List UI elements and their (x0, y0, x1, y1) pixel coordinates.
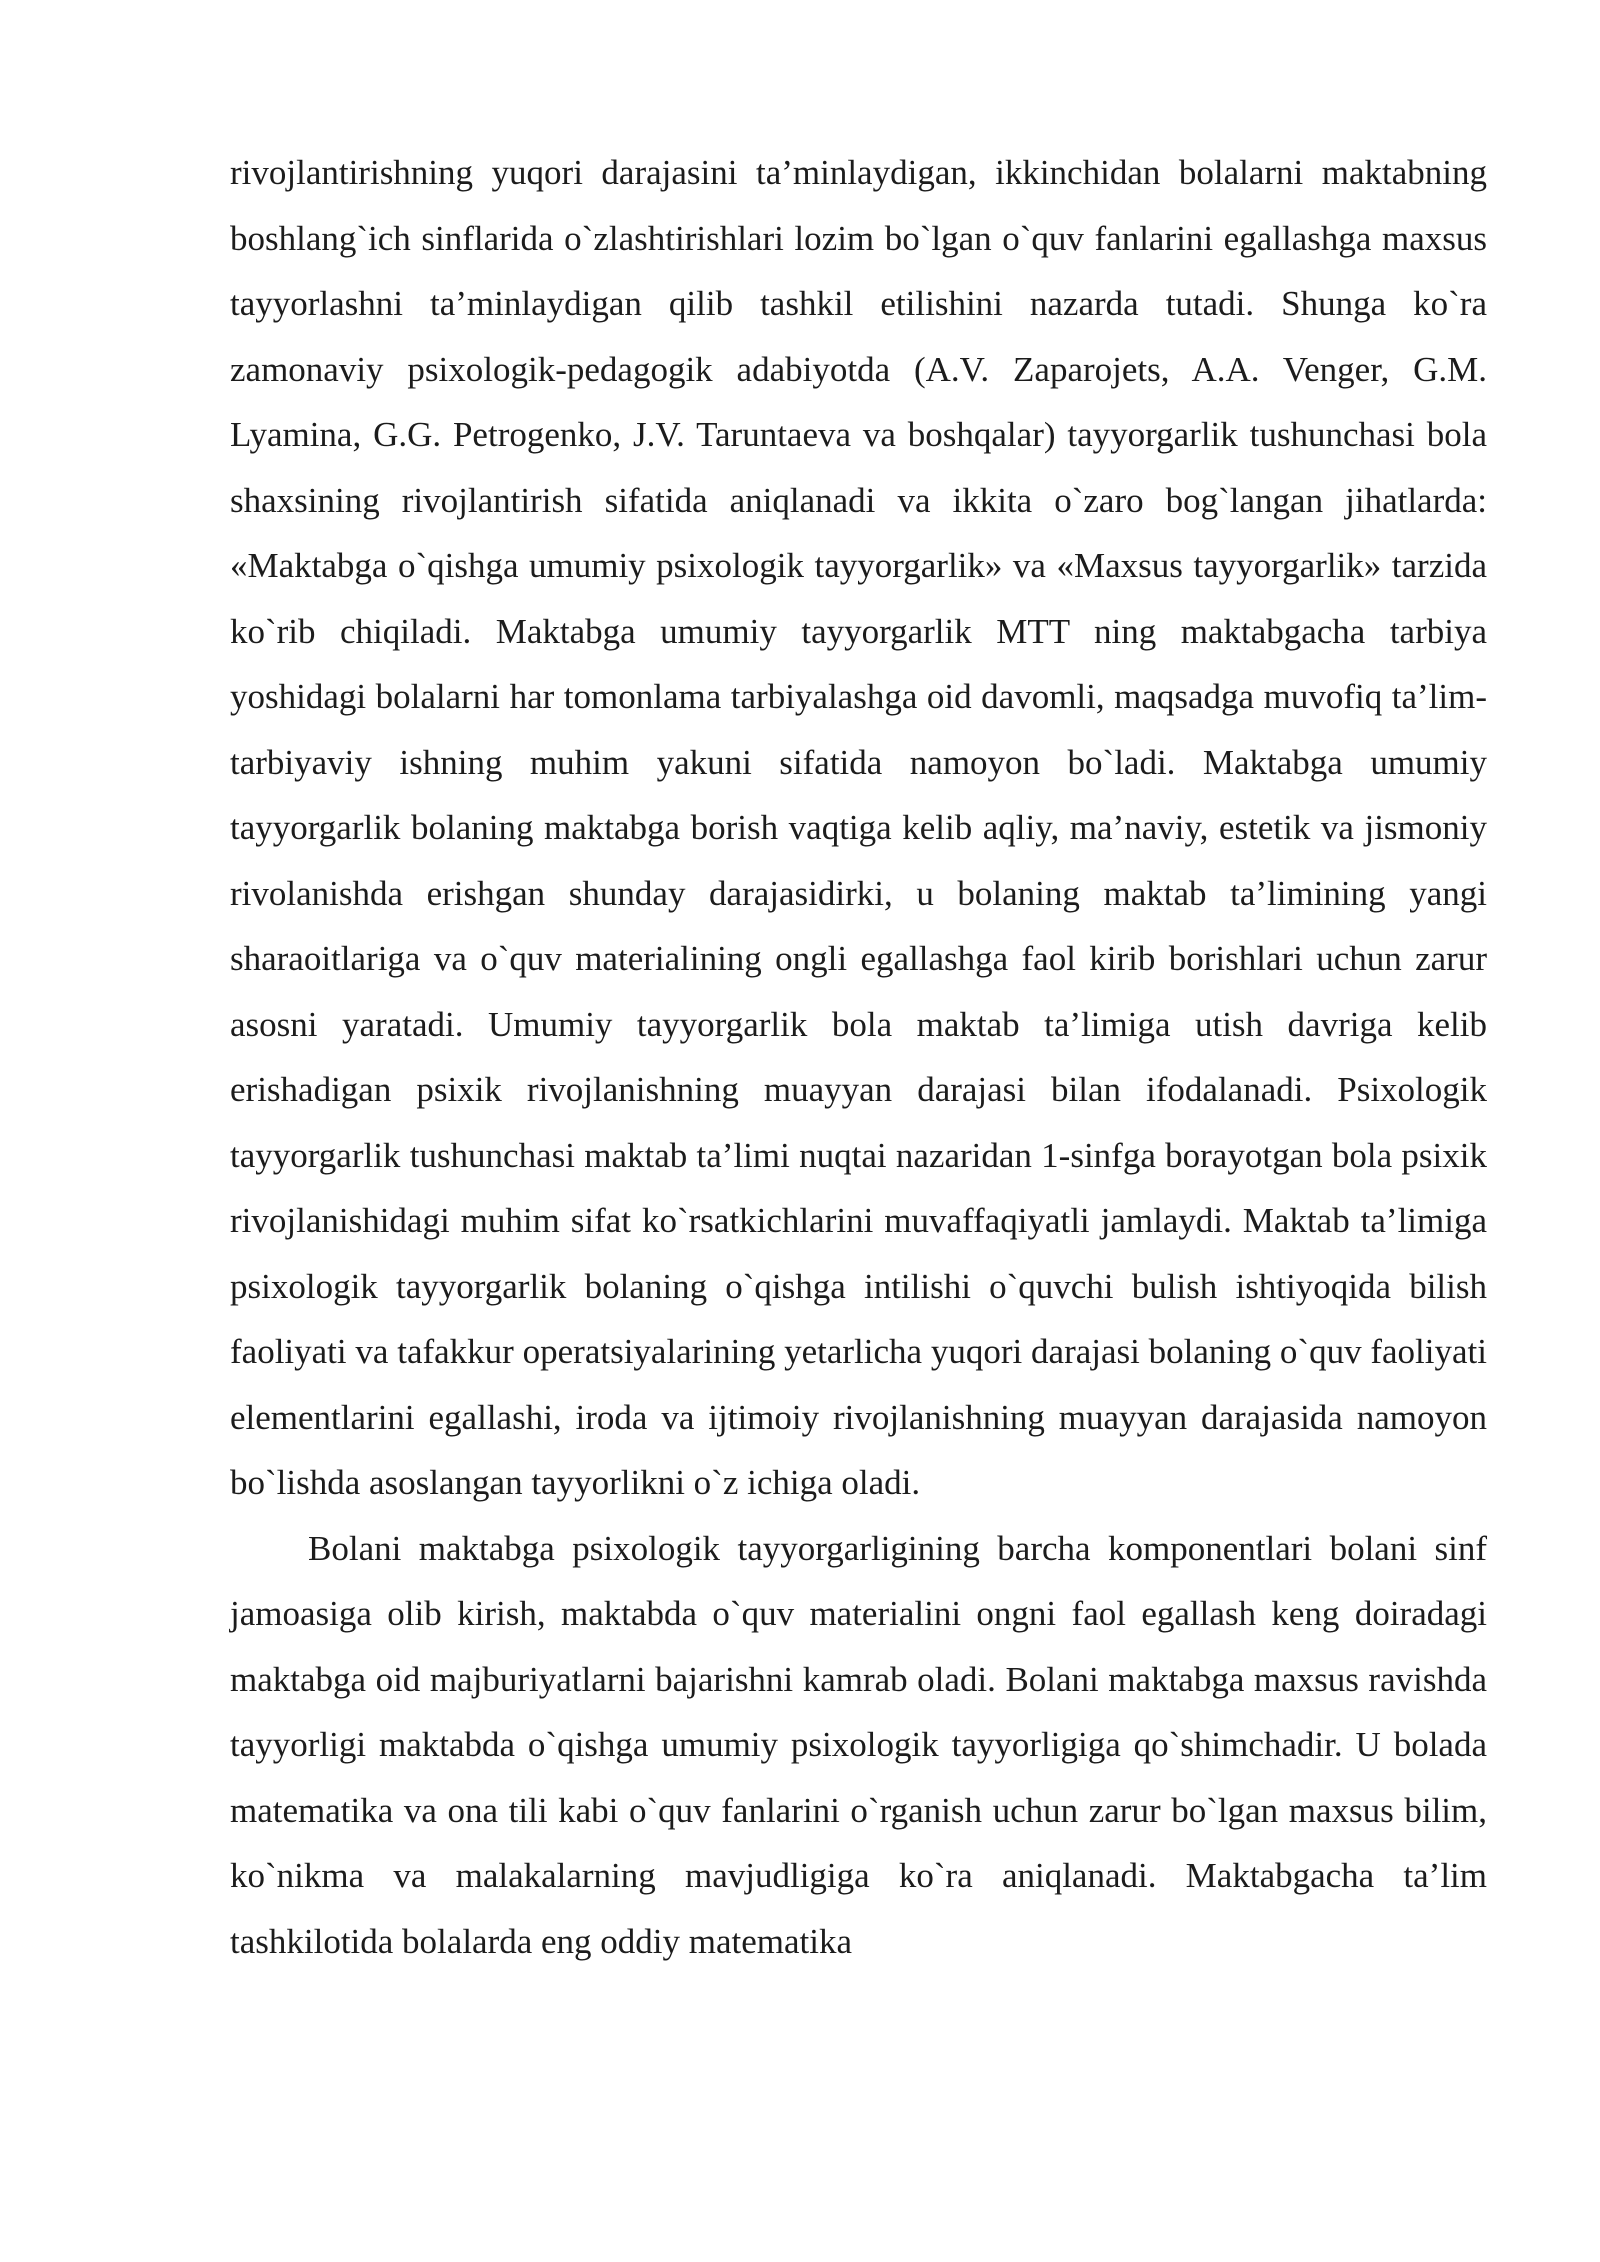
paragraph-continuation: rivojlantirishning yuqori darajasini ta’minlaydigan, ikkinchidan bolalarni maktabning boshlang`ich sinflarida o`zlashtirishlari lozim bo`lgan o`quv fanlarini egallashga maxsus tayyorlashni ta’minlaydigan qilib tashkil etilishini nazarda tutadi. Shunga ko`ra zamonaviy psixologik-pedagogik adabiyotda (A.V. Zaparojets, A.A. Venger, G.M. Lyamina, G.G. Petrogenko, J.V. Taruntaeva va boshqalar) tayyorgarlik tushunchasi bola shaxsining rivojlantirish sifatida aniqlanadi va ikkita o`zaro bog`langan jihatlarda: «Maktabga o`qishga umumiy psixologik tayyorgarlik» va «Maxsus tayyorgarlik» tarzida ko`rib chiqiladi. Maktabga umumiy tayyorgarlik MTT ning maktabgacha tarbiya yoshidagi bolalarni har tomonlama tarbiyalashga oid davomli, maqsadga muvofiq ta’lim-tarbiyaviy ishning muhim yakuni sifatida namoyon bo`ladi. Maktabga umumiy tayyorgarlik bolaning maktabga borish vaqtiga kelib aqliy, ma’naviy, estetik va jismoniy rivolanishda erishgan shunday darajasidirki, u bolaning maktab ta’limining yangi sharaoitlariga va o`quv materialining ongli egallashga faol kirib borishlari uchun zarur asosni yaratadi. Umumiy tayyorgarlik bola maktab ta’limiga utish davriga kelib erishadigan psixik rivojlanishning muayyan darajasi bilan ifodalanadi. Psixologik tayyorgarlik tushunchasi maktab ta’limi nuqtai nazaridan 1-sinfga borayotgan bola psixik rivojlanishidagi muhim sifat ko`rsatkichlarini muvaffaqiyatli jamlaydi. Maktab ta’limiga psixologik tayyorgarlik bolaning o`qishga intilishi o`quvchi bulish ishtiyoqida bilish faoliyati va tafakkur operatsiyalarining yetarlicha yuqori darajasi bolaning o`quv faoliyati elementlarini egallashi, iroda va ijtimoiy rivojlanishning muayyan darajasida namoyon bo`lishda asoslangan tayyorlikni o`z ichiga oladi. (230, 153, 1487, 1502)
paragraph-school-readiness-components: Bolani maktabga psixologik tayyorgarligining barcha komponentlari bolani sinf jamoasiga olib kirish, maktabda o`quv materialini ongni faol egallash keng doiradagi maktabga oid majburiyatlarni bajarishni kamrab oladi. Bolani maktabga maxsus ravishda tayyorligi maktabda o`qishga umumiy psixologik tayyorligiga qo`shimchadir. U bolada matematika va ona tili kabi o`quv fanlarini o`rganish uchun zarur bo`lgan maxsus bilim, ko`nikma va malakalarning mavjudligiga ko`ra aniqlanadi. Maktabgacha ta’lim tashkilotida bolalarda eng oddiy matematika (230, 1528, 1487, 1961)
body-text (230, 140, 1487, 1974)
